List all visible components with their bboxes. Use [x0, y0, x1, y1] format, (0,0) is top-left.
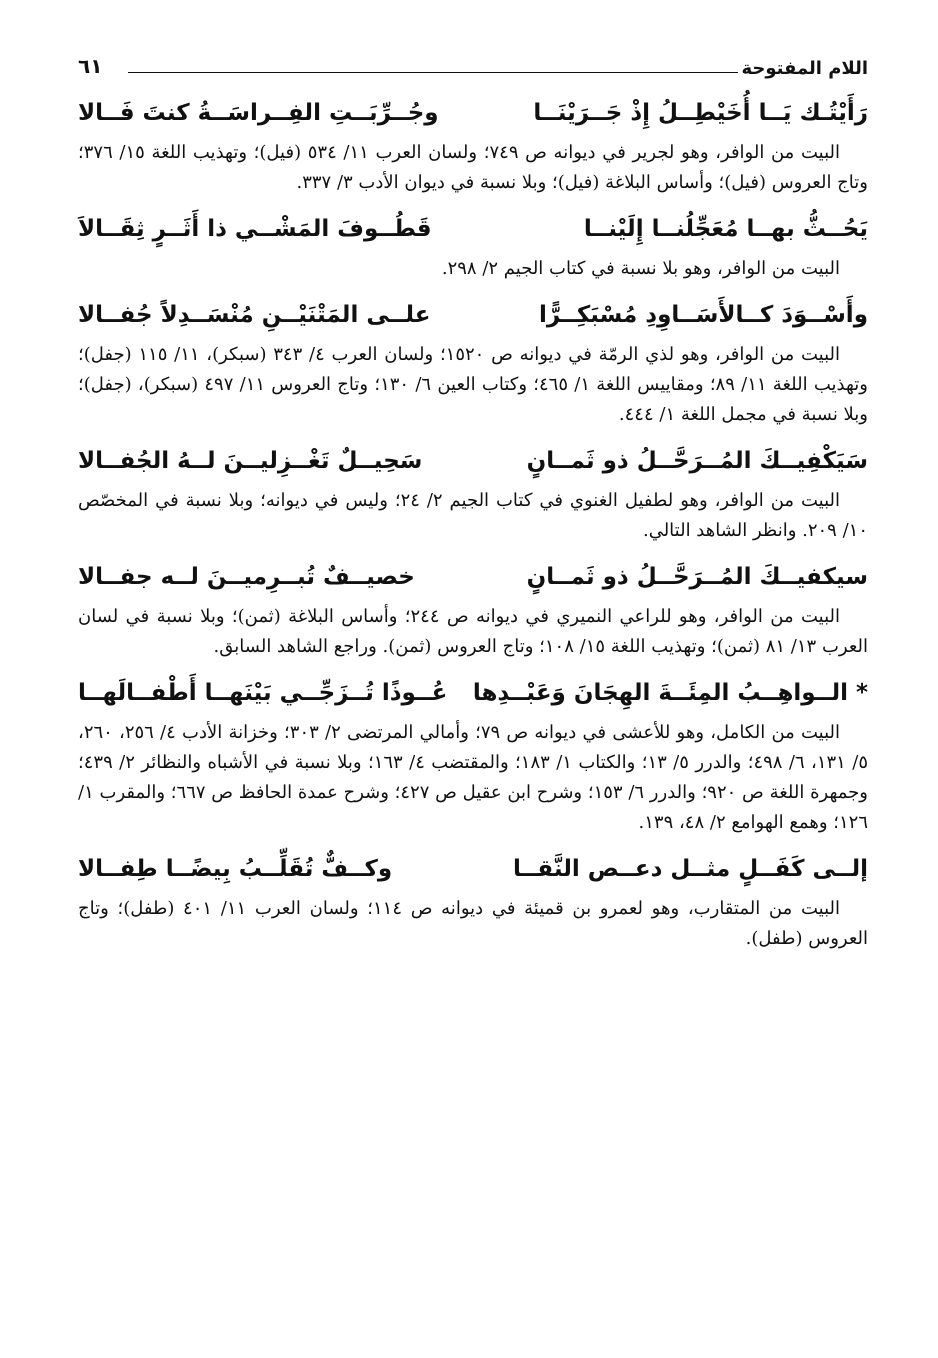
second-hemistich: عُــوذًا تُــزَجِّــي بَيْنَهــا أَطْفــالَهــا — [78, 680, 448, 706]
verse-line — [78, 212, 868, 254]
first-hemistich: سيكفيــكَ المُــرَحَّــلُ ذو ثَمــانٍ — [526, 564, 868, 590]
verse-entry — [78, 444, 868, 546]
verse-entry — [78, 298, 868, 430]
verse-commentary: البيت من الوافر، وهو لذي الرمّة في ديوانه ص ١٥٢٠؛ ولسان العرب ٤/ ٣٤٣ (سبكر)، ١١/ ١١٥ (جفل)؛ وتهذيب اللغة ١١/ ٨٩؛ ومقاييس اللغة ١/ ٤٦٥؛ وكتاب العين ٦/ ١٣٠؛ وتاج العروس ١١/ ٤٩٧ (سبكر)، (جفل)؛ وبلا نسبة في مجمل اللغة ١/ ٤٤٤. — [78, 344, 868, 425]
first-hemistich: * الــواهِــبُ المِئَــةَ الهِجَانَ وَعَبْــدِها — [472, 680, 868, 706]
second-hemistich: خصيــفٌ تُبــرِميــنَ لــه جفــالا — [78, 564, 415, 590]
verse-line — [78, 560, 868, 602]
first-hemistich: وأَسْــوَدَ كــالأَسَــاوِدِ مُسْبَكِــرًّا — [538, 302, 868, 328]
verse-line — [78, 298, 868, 340]
second-hemistich: وجُــرِّبَــتِ الفِــراسَــةُ كنتَ فَــالا — [78, 100, 439, 126]
page-header — [78, 52, 868, 92]
second-hemistich: وكــفٌّ تُقَلِّــبُ بِيضًــا طِفــالا — [78, 856, 393, 882]
verse-line — [78, 676, 868, 718]
first-hemistich: رَأَيْتُـك يَــا أُخَيْطِــلُ إِذْ جَــرَيْنَــا — [533, 100, 868, 126]
verse-commentary: البيت من الكامل، وهو للأعشى في ديوانه ص ٧٩؛ وأمالي المرتضى ٢/ ٣٠٣؛ وخزانة الأدب ٤/ ٢٥٦، ٢٦٠، ٥/ ١٣١، ٦/ ٤٩٨؛ والدرر ٥/ ١٣؛ والكتاب ١/ ١٨٣؛ والمقتضب ٤/ ١٦٣؛ وبلا نسبة في الأشباه والنظائر ٢/ ٤٣٩؛ وجمهرة اللغة ص ٩٢٠؛ والدرر ٦/ ١٥٣؛ وشرح ابن عقيل ص ٤٢٧؛ وشرح عمدة الحافظ ص ٦٦٧؛ والمقرب ١/ ١٢٦؛ وهمع الهوامع ٢/ ٤٨، ١٣٩. — [78, 722, 868, 833]
header-rule — [128, 72, 738, 73]
book-page — [78, 52, 868, 1342]
verse-line — [78, 444, 868, 486]
verse-entry — [78, 96, 868, 198]
verse-commentary: البيت من المتقارب، وهو لعمرو بن قميئة في ديوانه ص ١١٤؛ ولسان العرب ١١/ ٤٠١ (طفل)؛ وتاج العروس (طفل). — [78, 898, 868, 949]
second-hemistich: قَطُــوفَ المَشْــي ذا أَثَــرٍ ثِقَــالاَ — [78, 216, 432, 242]
section-title: اللام المفتوحة — [741, 58, 868, 79]
second-hemistich: علــى المَتْنَيْــنِ مُنْسَــدِلاً جُفــالا — [78, 302, 431, 328]
verse-line — [78, 96, 868, 138]
verse-line — [78, 852, 868, 894]
second-hemistich: سَحِيــلٌ تَغْــزِليــنَ لــهُ الجُفــالا — [78, 448, 423, 474]
verse-commentary: البيت من الوافر، وهو للراعي النميري في ديوانه ص ٢٤٤؛ وأساس البلاغة (ثمن)؛ وبلا نسبة في لسان العرب ١٣/ ٨١ (ثمن)؛ وتهذيب اللغة ١٥/ ١٠٨؛ وتاج العروس (ثمن). وراجع الشاهد السابق. — [78, 606, 868, 657]
first-hemistich: سَيَكْفِيــكَ المُــرَحَّــلُ ذو ثَمــانٍ — [526, 448, 868, 474]
verse-entry — [78, 676, 868, 838]
first-hemistich: يَحُــثُّ بهــا مُعَجِّلُنــا إِلَيْنــا — [583, 216, 868, 242]
first-hemistich: إلــى كَفَــلٍ مثــل دعــص النَّقــا — [512, 856, 868, 882]
verse-commentary: البيت من الوافر، وهو لجرير في ديوانه ص ٧٤٩؛ ولسان العرب ١١/ ٥٣٤ (فيل)؛ وتهذيب اللغة ١٥/ ٣٧٦؛ وتاج العروس (فيل)؛ وأساس البلاغة (فيل)؛ وبلا نسبة في ديوان الأدب ٣/ ٣٣٧. — [78, 142, 868, 193]
page-number: ٦١ — [78, 54, 103, 78]
verse-entry — [78, 852, 868, 954]
verse-entry — [78, 212, 868, 284]
verse-commentary: البيت من الوافر، وهو بلا نسبة في كتاب الجيم ٢/ ٢٩٨. — [441, 258, 840, 279]
verse-entry — [78, 560, 868, 662]
verse-commentary: البيت من الوافر، وهو لطفيل الغنوي في كتاب الجيم ٢/ ٢٤؛ وليس في ديوانه؛ وبلا نسبة في المخصّص ١٠/ ٢٠٩. وانظر الشاهد التالي. — [78, 490, 868, 541]
